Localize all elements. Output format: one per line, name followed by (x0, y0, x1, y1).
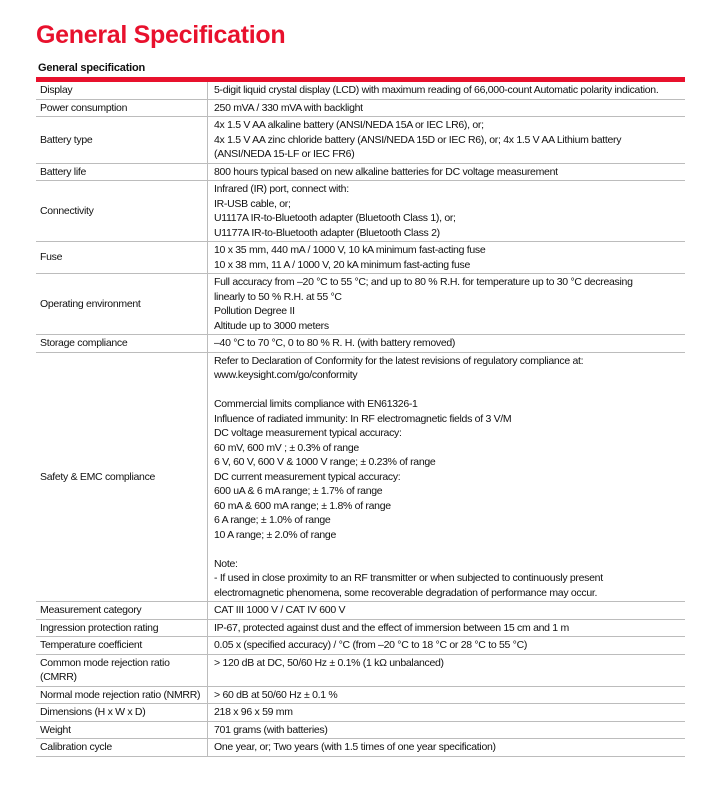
table-row (36, 117, 685, 164)
spec-label: Power consumption (36, 100, 208, 117)
table-row (36, 100, 685, 118)
spec-label: Common mode rejection ratio (CMRR) (36, 655, 208, 686)
spec-value-line: One year, or; Two years (with 1.5 times of one year specification) (214, 741, 496, 753)
spec-value (208, 242, 685, 273)
spec-value-line: 4x 1.5 V AA alkaline battery (ANSI/NEDA 15A or IEC LR6), or; (214, 119, 484, 131)
table-row (36, 704, 685, 722)
spec-value-line: 6 V, 60 V, 600 V & 1000 V range; ± 0.23% of range (214, 456, 436, 468)
spec-label: Dimensions (H x W x D) (36, 704, 208, 721)
spec-value-line: Note: (214, 557, 238, 570)
spec-value (208, 602, 685, 619)
spec-value (208, 164, 685, 181)
spec-value (208, 117, 685, 163)
spec-value (208, 687, 685, 704)
table-row (36, 687, 685, 705)
spec-label: Ingression protection rating (36, 620, 208, 637)
spec-value-line: 10 x 38 mm, 11 A / 1000 V, 20 kA minimum fast-acting fuse (214, 258, 471, 271)
table-row (36, 602, 685, 620)
table-row (36, 242, 685, 274)
spec-value-line: 60 mV, 600 mV ; ± 0.3% of range (214, 441, 359, 454)
spec-value-line: 0.05 x (specified accuracy) / °C (from –20 °C to 18 °C or 28 °C to 55 °C) (214, 639, 528, 651)
spec-label: Safety & EMC compliance (36, 353, 208, 602)
spec-value-line: 600 uA & 6 mA range; ± 1.7% of range (214, 485, 383, 497)
spec-value-line: www.keysight.com/go/conformity (214, 369, 358, 381)
table-row (36, 722, 685, 740)
spec-value-line: U1177A IR-to-Bluetooth adapter (Bluetooth Class 2) (214, 226, 440, 239)
spec-value-line: 218 x 96 x 59 mm (214, 706, 293, 718)
table-title: General specification (38, 62, 146, 74)
table-row (36, 181, 685, 242)
spec-value-line: 10 x 35 mm, 440 mA / 1000 V, 10 kA minimum fast-acting fuse (214, 244, 486, 256)
spec-value-line: linearly to 50 % R.H. at 55 °C (214, 290, 342, 303)
spec-label: Normal mode rejection ratio (NMRR) (36, 687, 208, 704)
table-row (36, 655, 685, 687)
spec-label: Weight (36, 722, 208, 739)
spec-value-line: Altitude up to 3000 meters (214, 319, 329, 332)
table-row (36, 164, 685, 182)
spec-label: Battery type (36, 117, 208, 163)
spec-value-line (214, 542, 685, 557)
spec-value-line: Infrared (IR) port, connect with: (214, 183, 349, 195)
spec-label: Connectivity (36, 181, 208, 241)
table-row (36, 620, 685, 638)
page-title: General Specification (36, 21, 286, 49)
spec-value-line: U1117A IR-to-Bluetooth adapter (Bluetooth Class 1), or; (214, 212, 456, 224)
table-row (36, 353, 685, 603)
spec-label: Fuse (36, 242, 208, 273)
spec-value-line: electromagnetic phenomena, some recoverable degradation of performance may occur. (214, 586, 598, 599)
spec-value-line: Influence of radiated immunity: In RF electromagnetic fields of 3 V/M (214, 412, 512, 425)
spec-value-line: (ANSI/NEDA 15-LF or IEC FR6) (214, 148, 355, 160)
spec-value-line: 10 A range; ± 2.0% of range (214, 528, 337, 541)
spec-label: Measurement category (36, 602, 208, 619)
spec-label: Calibration cycle (36, 739, 208, 756)
general-specification-section (36, 62, 685, 757)
spec-value (208, 637, 685, 654)
spec-value-line: - If used in close proximity to an RF transmitter or when subjected to continuously present (214, 572, 603, 584)
spec-value-line: > 60 dB at 50/60 Hz ± 0.1 % (214, 688, 338, 701)
spec-value-line: IP-67, protected against dust and the effect of immersion between 15 cm and 1 m (214, 621, 569, 634)
spec-label: Storage compliance (36, 335, 208, 352)
spec-label: Temperature coefficient (36, 637, 208, 654)
spec-value-line: Pollution Degree II (214, 305, 295, 317)
spec-value (208, 353, 685, 602)
spec-label: Operating environment (36, 274, 208, 334)
spec-value (208, 335, 685, 352)
table-row (36, 739, 685, 757)
spec-value-line: IR-USB cable, or; (214, 197, 291, 210)
spec-value (208, 655, 685, 686)
spec-value-line: 250 mVA / 330 mVA with backlight (214, 101, 363, 114)
spec-value-line: CAT III 1000 V / CAT IV 600 V (214, 604, 346, 616)
spec-value-line: 6 A range; ± 1.0% of range (214, 514, 331, 526)
spec-value (208, 100, 685, 117)
table-row (36, 82, 685, 100)
spec-value-line: DC voltage measurement typical accuracy: (214, 427, 402, 439)
spec-value (208, 739, 685, 756)
table-row (36, 637, 685, 655)
spec-value-line: 4x 1.5 V AA zinc chloride battery (ANSI/NEDA 15D or IEC R6), or; 4x 1.5 V AA Lithium battery (214, 133, 622, 146)
spec-value-line: Commercial limits compliance with EN61326-1 (214, 398, 418, 410)
spec-label: Display (36, 82, 208, 99)
spec-value-line: DC current measurement typical accuracy: (214, 470, 401, 483)
table-row (36, 335, 685, 353)
table-row (36, 274, 685, 335)
spec-table (36, 82, 685, 757)
spec-value-line (214, 383, 685, 398)
spec-value (208, 82, 685, 99)
spec-value-line: 701 grams (with batteries) (214, 723, 328, 736)
spec-value (208, 704, 685, 721)
spec-value-line: 60 mA & 600 mA range; ± 1.8% of range (214, 499, 391, 512)
spec-value (208, 274, 685, 334)
spec-value-line: 800 hours typical based on new alkaline batteries for DC voltage measurement (214, 165, 558, 178)
spec-value (208, 181, 685, 241)
spec-label: Battery life (36, 164, 208, 181)
spec-value-line: Full accuracy from –20 °C to 55 °C; and up to 80 % R.H. for temperature up to 30 °C decreasing (214, 276, 633, 288)
spec-value-line: 5-digit liquid crystal display (LCD) with maximum reading of 66,000-count Automatic polarity indication. (214, 84, 659, 96)
spec-value-line: > 120 dB at DC, 50/60 Hz ± 0.1% (1 kΩ unbalanced) (214, 656, 444, 669)
spec-value (208, 620, 685, 637)
spec-value (208, 722, 685, 739)
spec-value-line: Refer to Declaration of Conformity for the latest revisions of regulatory compliance at: (214, 354, 584, 367)
spec-value-line: –40 °C to 70 °C, 0 to 80 % R. H. (with battery removed) (214, 337, 456, 349)
